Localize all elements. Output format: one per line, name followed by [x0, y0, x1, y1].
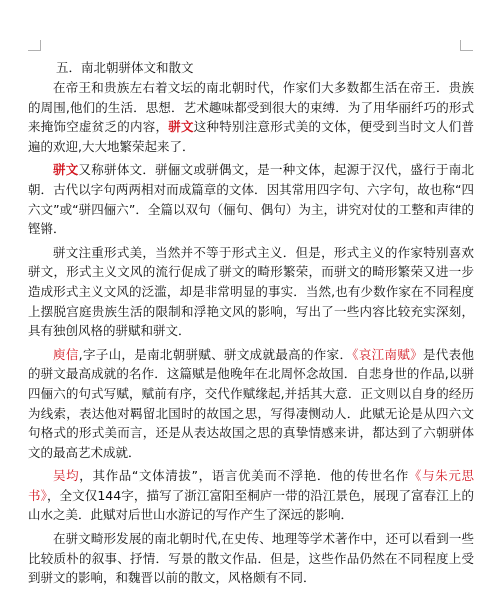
highlight-term: 骈文: [168, 119, 194, 135]
author-name: 庾信: [53, 346, 79, 362]
paragraph-yu-xin: [28, 345, 474, 463]
margin-corner-mark-left: [28, 40, 41, 51]
paragraph-text: ，全文仅144字，描写了浙江富阳至桐庐一带的沿江景色，展现了富春江上的山水之美．此赋对后世山水游记的写作产生了深远的影响．: [28, 487, 474, 523]
paragraph-text: 又称骈体文．骈俪文或骈偶文，是一种文体，起源于汉代，盛行于南北朝．古代以字句两两相对而成篇章的文体．因其常用四字句、六字句，故也称“四六文”或“骈四俪六”．全篇以双句（俪句、偶句）为主，讲究对仗的工整和声律的铿锵．: [28, 162, 474, 237]
paragraph-text: 是代表他的骈文最高成就的名作．这篇赋是他晚年在北周怀念故国．自悲身世的作品,以骈四俪六的句式写赋，赋前有序，交代作赋缘起,并括其大意．正文则以自身的经历为线索，表达他对羁留北国时的故国之思，写得凄恻动人．此赋无论是从四六文句格式的形式美而言，还是从表达故国之思的真挚情感来讲，都达到了六朝骈体文的最高艺术成就．: [28, 346, 474, 460]
paragraph-text: 这种特别注意形式美的文体，便受到当时文人们普遍的欢迎,大大地繁荣起来了．: [28, 119, 474, 154]
work-title: 《哀江南赋》: [352, 346, 423, 362]
author-name: 吴均: [53, 468, 80, 484]
paragraph-text: 在骈文畸形发展的南北朝时代,在史传、地理等学术著作中，还可以看到一些比较质朴的叙事、抒情．写景的散文作品．但是，这些作品仍然在不同程度上受到骈文的影响，和魏晋以前的散文，风格颇有不同．: [28, 531, 474, 586]
margin-corner-mark-right: [460, 40, 473, 51]
paragraph-intro: [28, 78, 474, 156]
paragraph-text: 在帝王和贵族左右着文坛的南北朝时代，作家们大多数都生活在帝王．贵族的周围,他们的生活．思想．艺术趣味都受到很大的束缚．为了用华丽纤巧的形式来掩饰空虚贫乏的内容，: [28, 80, 474, 135]
paragraph-formalism: [28, 243, 474, 341]
work-title: 《与朱元思书》: [28, 468, 474, 503]
paragraph-prose: [28, 529, 474, 588]
paragraph-text: ,字子山，是南北朝骈赋、骈文成就最高的作家．: [78, 346, 353, 362]
paragraph-text: ，其作品“文体清拔”，语言优美而不浮艳．他的传世名作: [79, 468, 409, 484]
document-body: [28, 58, 474, 592]
section-heading: 五．南北朝骈体文和散文: [56, 60, 194, 75]
paragraph-definition: [28, 160, 474, 238]
paragraph-text: 骈文注重形式美，当然并不等于形式主义．但是，形式主义的作家特别喜欢骈文，形式主义文风的流行促成了骈文的畸形繁荣，而骈文的畸形繁荣又进一步造成形式主义文风的泛滥，却是非常明显的事实．当然,也有少数作家在不同程度上摆脱宫庭贵族生活的限制和浮艳文风的影响，写出了一些内容比较充实深刻，具有独创风格的骈赋和骈文．: [28, 244, 474, 339]
paragraph-wu-jun: [28, 466, 474, 525]
highlight-term: 骈文: [53, 162, 79, 178]
